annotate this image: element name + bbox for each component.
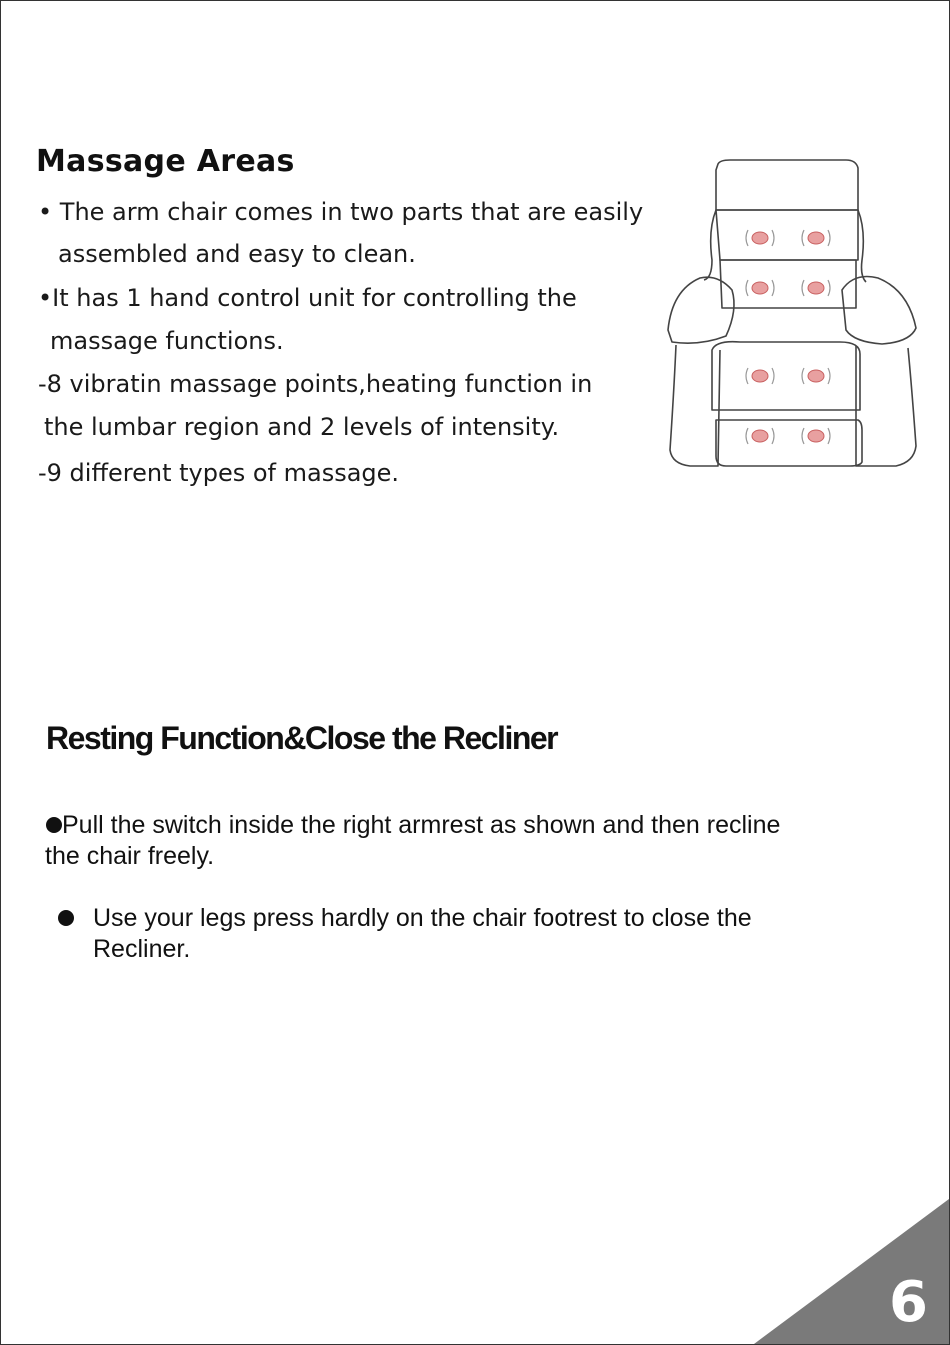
- massage-line-5: -8 vibratin massage points,heating function in: [38, 370, 593, 398]
- resting-para1-line2: the chair freely.: [45, 842, 215, 870]
- massage-line-4: massage functions.: [50, 327, 284, 355]
- massage-line-6: the lumbar region and 2 levels of intensity.: [44, 413, 560, 441]
- massage-line-7: -9 different types of massage.: [38, 459, 400, 487]
- page-number: 6: [889, 1270, 928, 1335]
- massage-line-1: • The arm chair comes in two parts that are easily: [38, 198, 644, 226]
- massage-line-3: •It has 1 hand control unit for controlling the: [38, 284, 577, 312]
- massage-line-2: assembled and easy to clean.: [58, 240, 416, 268]
- resting-para2-line2: Recliner.: [93, 935, 191, 963]
- bullet-dot: [58, 910, 74, 926]
- resting-para1-line1: Pull the switch inside the right armrest as shown and then recline: [62, 811, 781, 839]
- resting-function-title: Resting Function&Close the Recliner: [46, 720, 558, 756]
- resting-para2-line1: Use your legs press hardly on the chair footrest to close the: [93, 904, 752, 932]
- bullet-dot: [46, 817, 62, 833]
- massage-areas-title: Massage Areas: [36, 144, 295, 179]
- recliner-chair-illustration: [660, 150, 930, 480]
